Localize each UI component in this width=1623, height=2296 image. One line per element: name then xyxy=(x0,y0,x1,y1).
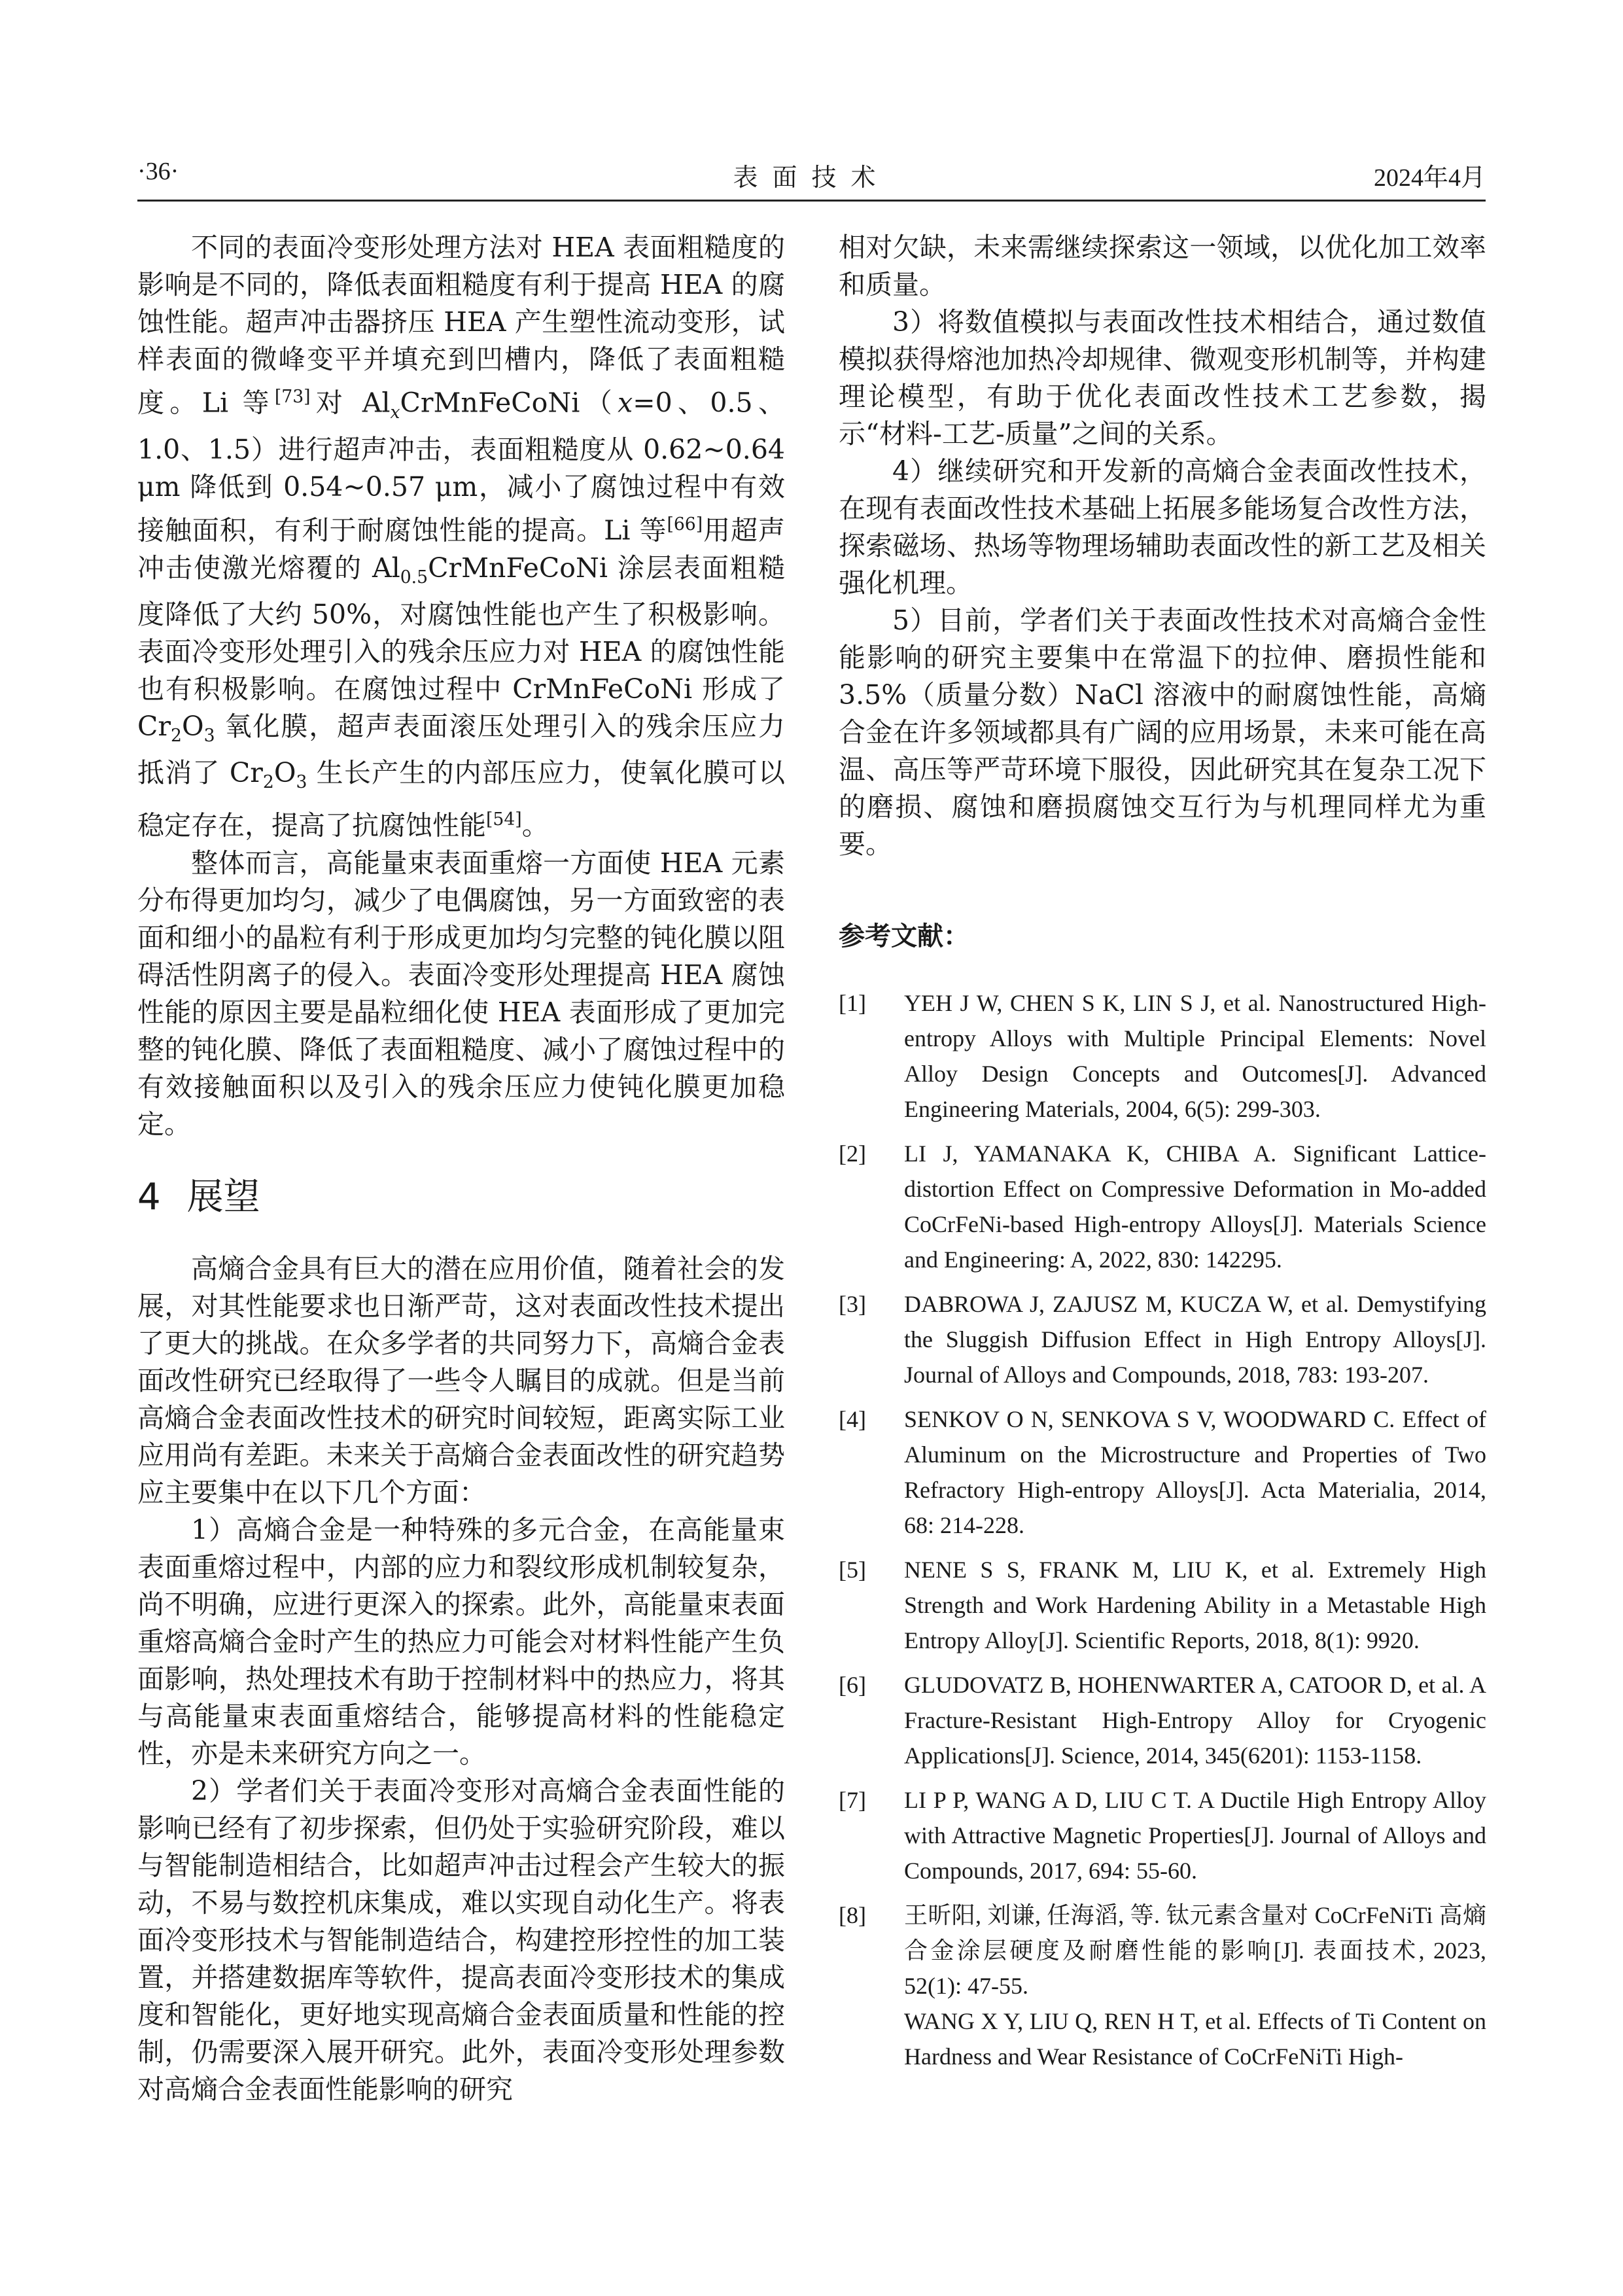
reference-text: SENKOV O N, SENKOVA S V, WOODWARD C. Effect of Aluminum on the Microstructure and Properties of Two Refractory High-entropy Alloys[J]. Acta Materialia, 2014, 68: 214-228. xyxy=(904,1406,1486,1538)
reference-item xyxy=(839,985,1486,1127)
reference-item xyxy=(839,1552,1486,1658)
reference-text: LI P P, WANG A D, LIU C T. A Ductile High Entropy Alloy with Attractive Magnetic Properties[J]. Journal of Alloys and Compounds, 2017, 694: 55-60. xyxy=(904,1787,1486,1884)
paragraph-summary: 整体而言，高能量束表面重熔一方面使 HEA 元素分布得更加均匀，减少了电偶腐蚀，另一方面致密的表面和细小的晶粒有利于形成更加均匀完整的钝化膜以阻碍活性阴离子的侵入。表面冷变形处理提高 HEA 腐蚀性能的原因主要是晶粒细化使 HEA 表面形成了更加完整的钝化膜、降低了表面粗糙度、减小了腐蚀过程中的有效接触面积以及引入的残余压应力使钝化膜更加稳定。 xyxy=(137,847,785,1140)
reference-text: 王昕阳, 刘谦, 任海滔, 等. 钛元素含量对 CoCrFeNiTi 高熵合金涂层硬度及耐磨性能的影响[J]. 表面技术, 2023, 52(1): 47-55. xyxy=(904,1902,1486,1999)
left-column xyxy=(137,229,785,2108)
reference-text-english: WANG X Y, LIU Q, REN H T, et al. Effects of Ti Content on Hardness and Wear Resistance of CoCrFeNiTi High- xyxy=(904,2008,1486,2070)
text-run: 氧化膜，超声表面滚压处理引入的残余压应力抵消了 Cr xyxy=(137,710,785,788)
reference-text: DABROWA J, ZAJUSZ M, KUCZA W, et al. Demystifying the Sluggish Diffusion Effect in High Entropy Alloys[J]. Journal of Alloys and Compounds, 2018, 783: 193-207. xyxy=(904,1291,1486,1388)
reference-number: [6] xyxy=(839,1672,866,1698)
reference-number: [2] xyxy=(839,1140,866,1167)
text-run: 生长产生的内部压应力，使氧化膜可以稳定存在，提高了抗腐蚀性能 xyxy=(137,756,786,841)
subscript: 2 xyxy=(262,772,274,793)
right-column xyxy=(839,229,1486,2083)
reference-number: [1] xyxy=(839,990,866,1016)
citation: [73] xyxy=(274,387,311,407)
reference-item xyxy=(839,1136,1486,1277)
text-run: 用超声冲击使激光熔覆的 Al xyxy=(137,514,785,584)
subscript: 2 xyxy=(170,725,182,746)
section-title: 展望 xyxy=(186,1175,260,1218)
text-run: O xyxy=(273,756,296,788)
paragraph-outlook-2: 2）学者们关于表面冷变形对高熵合金表面性能的影响已经有了初步探索，但仍处于实验研究阶段，难以与智能制造相结合，比如超声冲击过程会产生较大的振动，不易与数控机床集成，难以实现自动化生产。将表面冷变形技术与智能制造结合，构建控形控性的加工装置，并搭建数据库等软件，提高表面冷变形技术的集成度和智能化，更好地实现高熵合金表面质量和性能的控制，仍需要深入展开研究。此外，表面冷变形处理参数对高熵合金表面性能影响的研究 xyxy=(137,1775,785,2105)
text-run: 对 Al xyxy=(310,387,391,419)
reference-list xyxy=(839,985,1486,2074)
paragraph-outlook-3: 3）将数值模拟与表面改性技术相结合，通过数值模拟获得熔池加热冷却规律、微观变形机制等，并构建理论模型，有助于优化表面改性技术工艺参数，揭示“材料-工艺-质量”之间的关系。 xyxy=(839,306,1486,450)
paragraph-outlook-1: 1）高熵合金是一种特殊的多元合金，在高能量束表面重熔过程中，内部的应力和裂纹形成机制较复杂，尚不明确，应进行更深入的探索。此外，高能量束表面重熔高熵合金时产生的热应力可能会对材料性能产生负面影响，热处理技术有助于控制材料中的热应力，将其与高能量束表面重熔结合，能够提高材料的性能稳定性，亦是未来研究方向之一。 xyxy=(137,1513,785,1769)
citation: [66] xyxy=(667,514,703,535)
reference-text: YEH J W, CHEN S K, LIN S J, et al. Nanostructured High-entropy Alloys with Multiple Principal Elements: Novel Alloy Design Concepts and Outcomes[J]. Advanced Engineering Materials, 2004, 6(5): 299-303. xyxy=(904,990,1486,1122)
reference-item xyxy=(839,1286,1486,1392)
reference-item xyxy=(839,1782,1486,1888)
text-run: CrMnFeCoNi（ xyxy=(400,387,618,419)
text-run: 不同的表面冷变形处理方法对 HEA 表面粗糙度的影响是不同的，降低表面粗糙度有利于提高 HEA 的腐蚀性能。超声冲击器挤压 HEA 产生塑性流动变形，试样表面的微峰变平并填充到凹槽内，降低了表面粗糙度。Li 等 xyxy=(137,232,785,419)
reference-text: LI J, YAMANAKA K, CHIBA A. Significant Lattice-distortion Effect on Compressive Deformation in Mo-added CoCrFeNi-based High-entropy Alloys[J]. Materials Science and Engineering: A, 2022, 830: 142295. xyxy=(904,1140,1486,1273)
references-title: 参考文献： xyxy=(839,921,969,951)
subscript: 0.5 xyxy=(400,567,428,588)
subscript: 3 xyxy=(203,725,215,746)
reference-item xyxy=(839,1898,1486,2074)
reference-number: [7] xyxy=(839,1787,866,1813)
journal-name: 表面技术 xyxy=(733,164,890,192)
header-rule xyxy=(137,200,1486,202)
paragraph-outlook-4: 4）继续研究和开发新的高熵合金表面改性技术，在现有表面改性技术基础上拓展多能场复合改性方法，探索磁场、热场等物理场辅助表面改性的新工艺及相关强化机理。 xyxy=(839,455,1486,599)
reference-number: [5] xyxy=(839,1557,866,1583)
page-number: ·36· xyxy=(137,158,179,185)
section-heading xyxy=(137,1174,785,1220)
reference-number: [3] xyxy=(839,1291,866,1317)
subscript: 3 xyxy=(296,772,307,793)
subscript xyxy=(390,402,400,423)
paragraph-outlook-intro: 高熵合金具有巨大的潜在应用价值，随着社会的发展，对其性能要求也日渐严苛，这对表面改性技术提出了更大的挑战。在众多学者的共同努力下，高熵合金表面改性研究已经取得了一些令人瞩目的成就。但是当前高熵合金表面改性技术的研究时间较短，距离实际工业应用尚有差距。未来关于高熵合金表面改性的研究趋势应主要集中在以下几个方面： xyxy=(137,1252,785,1508)
text-run: O xyxy=(181,710,204,742)
section-number: 4 xyxy=(137,1175,161,1218)
page-header xyxy=(137,157,1486,203)
citation: [54] xyxy=(486,809,522,830)
reference-text: GLUDOVATZ B, HOHENWARTER A, CATOOR D, et al. A Fracture-Resistant High-Entropy Alloy for Cryogenic Applications[J]. Science, 2014, 345(6201): 1153-1158. xyxy=(904,1672,1486,1769)
reference-item xyxy=(839,1402,1486,1543)
reference-item xyxy=(839,1667,1486,1773)
text-run: CrMnFeCoNi 涂层表面粗糙度降低了大约 50%，对腐蚀性能也产生了积极影响。表面冷变形处理引入的残余压应力对 HEA 的腐蚀性能也有积极影响。在腐蚀过程中 CrMnFeCoNi 形成了 Cr xyxy=(137,552,785,742)
reference-number: [4] xyxy=(839,1406,866,1432)
reference-text: NENE S S, FRANK M, LIU K, et al. Extremely High Strength and Work Hardening Ability in a Metastable High Entropy Alloy[J]. Scientific Reports, 2018, 8(1): 9920. xyxy=(904,1557,1486,1653)
reference-number: [8] xyxy=(839,1902,866,1928)
paragraph-outlook-2-continued: 相对欠缺，未来需继续探索这一领域，以优化加工效率和质量。 xyxy=(839,232,1486,300)
paragraph-outlook-5: 5）目前，学者们关于表面改性技术对高熵合金性能影响的研究主要集中在常温下的拉伸、磨损性能和 3.5%（质量分数）NaCl 溶液中的耐腐蚀性能，高熵合金在许多领域都具有广阔的应用场景，未来可能在高温、高压等严苛环境下服役，因此研究其在复杂工况下的磨损、腐蚀和磨损腐蚀交互行为与机理同样尤为重要。 xyxy=(839,605,1486,860)
text-run: =0、0.5、1.0、1.5）进行超声冲击，表面粗糙度从 0.62~0.64 μm 降低到 0.54~0.57 μm，减小了腐蚀过程中有效接触面积，有利于耐腐蚀性能的提高。Li 等 xyxy=(137,387,785,546)
text-run: 。 xyxy=(521,809,549,841)
paragraph-corrosion-roughness xyxy=(137,229,785,845)
italic-var: x xyxy=(618,387,633,419)
issue-date: 2024年4月 xyxy=(1373,164,1486,192)
subscript-var: x xyxy=(390,402,400,423)
